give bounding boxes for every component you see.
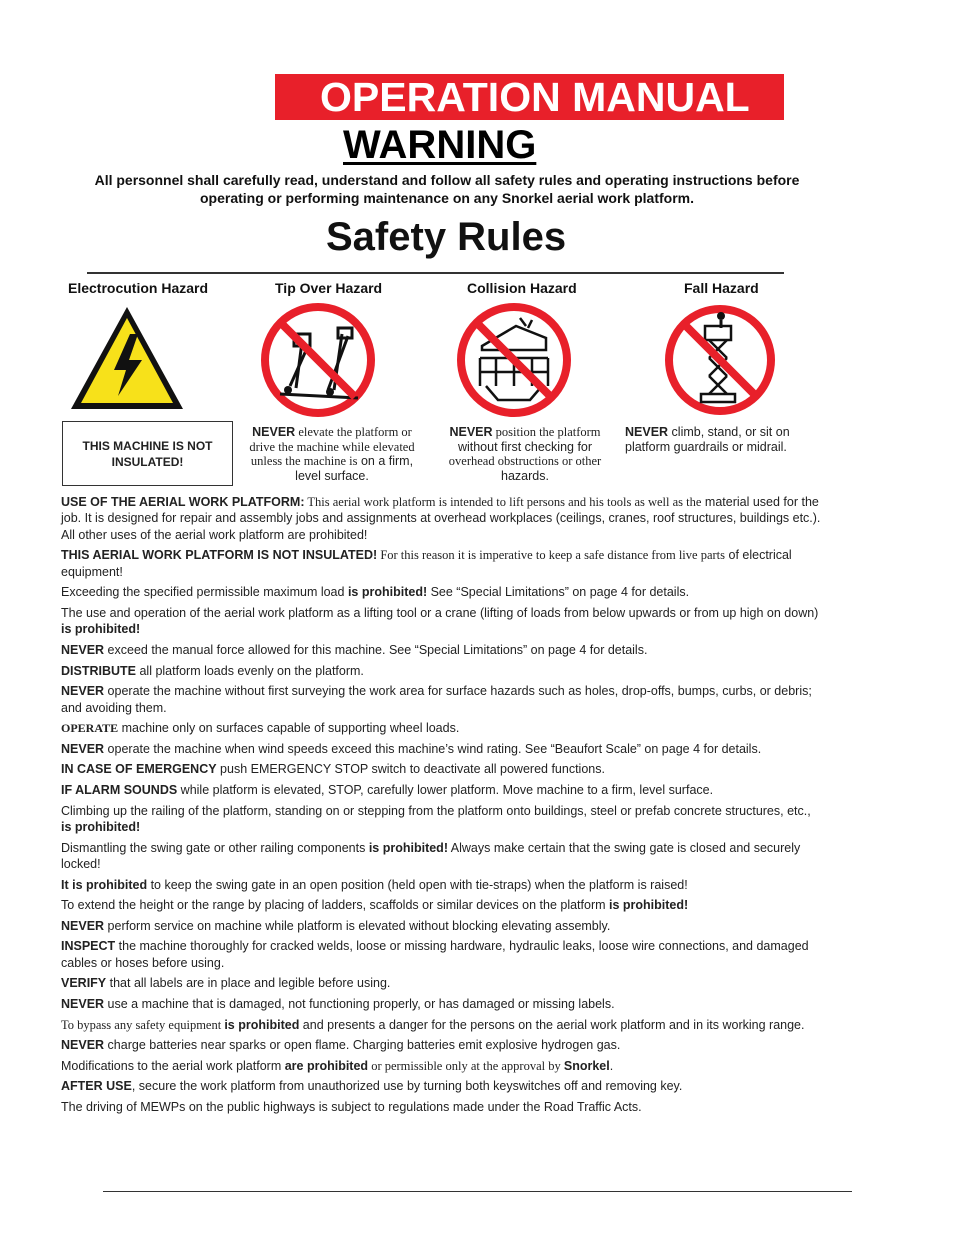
rule-text: . <box>609 1058 614 1073</box>
rule-emphasis: is prohibited! <box>61 622 141 637</box>
rule-item <box>61 1017 821 1033</box>
rule-item <box>61 584 821 600</box>
rule-item <box>61 975 821 991</box>
rule-text: while platform is elevated, STOP, carefully lower platform. Move machine to a firm, level surface. <box>177 782 714 797</box>
rule-text: push EMERGENCY STOP switch to deactivate all powered functions. <box>216 762 605 777</box>
tip-over-description <box>242 425 422 483</box>
collision-text: without first checking for <box>457 439 593 454</box>
rule-text: Always make certain that the swing gate is closed and securely locked! <box>61 840 801 871</box>
divider <box>87 272 784 274</box>
rule-text: perform service on machine while platform is elevated without blocking elevating assembly. <box>104 918 611 933</box>
never-label: NEVER <box>625 425 669 439</box>
rule-text: Dismantling the swing gate or other railing components <box>61 840 369 855</box>
rule-item <box>61 1099 821 1115</box>
collision-description <box>440 425 610 483</box>
rule-item <box>61 1037 821 1053</box>
rule-text: to keep the swing gate in an open position (held open with tie-straps) when the platform is raised! <box>147 877 688 892</box>
hazard-title-fall: Fall Hazard <box>684 280 759 296</box>
rule-item <box>61 938 821 971</box>
rule-text: To bypass any safety equipment <box>61 1017 225 1032</box>
rule-text: Climbing up the railing of the platform, standing on or stepping from the platform onto buildings, steel or prefab concrete structures, etc., <box>61 803 811 818</box>
warning-heading: WARNING <box>343 123 537 167</box>
rule-text: For this reason it is imperative to keep a safe distance from live parts <box>377 548 726 563</box>
rule-text: of electrical equipment! <box>61 548 792 579</box>
never-label: NEVER <box>449 425 493 439</box>
rule-emphasis: is prohibited! <box>61 819 141 834</box>
rule-emphasis: NEVER <box>61 684 105 699</box>
rule-emphasis: THIS AERIAL WORK PLATFORM IS NOT INSULATED! <box>61 548 378 563</box>
rule-emphasis: is prohibited <box>224 1017 300 1032</box>
rule-text: the machine thoroughly for cracked welds, loose or missing hardware, hydraulic leaks, loose wire connections, and damaged cables or hoses before using. <box>61 939 809 970</box>
rule-text: To extend the height or the range by placing of ladders, scaffolds or similar devices on the platform <box>61 898 609 913</box>
rule-text: that all labels are in place and legible before using. <box>106 976 391 991</box>
rule-text: Modifications to the aerial work platform <box>61 1058 285 1073</box>
rule-item <box>61 1058 821 1074</box>
rule-emphasis: OPERATE <box>61 721 119 736</box>
no-climbing-icon <box>665 302 775 418</box>
rule-item <box>61 547 821 580</box>
rule-emphasis: Snorkel <box>563 1058 610 1073</box>
no-tip-over-icon <box>260 302 376 418</box>
rule-text: all platform loads evenly on the platform. <box>136 663 364 678</box>
rule-text: machine only on surfaces capable of supporting wheel loads. <box>118 721 460 736</box>
rule-text: use a machine that is damaged, not functioning properly, or has damaged or missing labels. <box>104 996 615 1011</box>
rule-text: and presents a danger for the persons on the aerial work platform and in its working range. <box>299 1017 805 1032</box>
rule-item <box>61 897 821 913</box>
rule-emphasis: NEVER <box>61 918 105 933</box>
no-collision-icon <box>456 302 572 418</box>
rule-emphasis: DISTRIBUTE <box>61 663 136 678</box>
manual-title: OPERATION MANUAL <box>320 74 750 120</box>
never-label: NEVER <box>252 425 296 439</box>
tip-over-text: on a firm, level surface. <box>295 454 414 483</box>
rule-emphasis: USE OF THE AERIAL WORK PLATFORM: <box>61 495 305 509</box>
electrocution-warning-icon <box>68 304 186 412</box>
rule-emphasis: VERIFY <box>61 976 107 991</box>
rule-emphasis: INSPECT <box>61 939 116 954</box>
rule-item <box>61 877 821 893</box>
rule-item <box>61 918 821 934</box>
tip-over-text: elevate the platform or drive the machine while elevated unless the machine is <box>249 425 415 469</box>
rule-text: This aerial work platform is intended to lift persons and his tools as well as the <box>304 495 702 509</box>
rule-emphasis: AFTER USE <box>61 1079 132 1094</box>
rule-emphasis: is prohibited! <box>368 840 448 855</box>
rule-item <box>61 683 821 716</box>
collision-text: hazards. <box>501 468 549 483</box>
intro-text <box>62 171 832 207</box>
rule-item <box>61 1078 821 1094</box>
rule-item <box>61 996 821 1012</box>
rule-text: The use and operation of the aerial work platform as a lifting tool or a crane (lifting of loads from below upwards or from up high on down) <box>61 606 819 620</box>
rule-item <box>61 761 821 777</box>
not-insulated-box <box>62 421 233 486</box>
rule-item <box>61 663 821 679</box>
rule-emphasis: IN CASE OF EMERGENCY <box>61 762 217 777</box>
rule-emphasis: NEVER <box>61 643 105 657</box>
rule-text: Exceeding the specified permissible maximum load <box>61 585 348 600</box>
hazard-title-electrocution: Electrocution Hazard <box>68 280 209 296</box>
hazard-title-tip-over: Tip Over Hazard <box>275 280 383 296</box>
rule-text: The driving of MEWPs on the public highways is subject to regulations made under the Road Traffic Acts. <box>61 1099 642 1114</box>
rule-emphasis: IF ALARM SOUNDS <box>61 782 178 797</box>
section-title: Safety Rules <box>326 215 567 259</box>
rule-emphasis: is prohibited! <box>609 898 689 913</box>
rule-item <box>61 803 821 836</box>
fall-description <box>625 425 810 454</box>
rules-list <box>61 494 821 1120</box>
rule-item <box>61 605 821 638</box>
fall-text: climb, stand, or sit on platform guardrails or midrail. <box>625 425 790 454</box>
collision-text: overhead obstructions or other <box>448 454 602 469</box>
rule-item <box>61 840 821 873</box>
hazard-title-collision: Collision Hazard <box>467 280 577 296</box>
rule-item <box>61 741 821 757</box>
footer-divider <box>103 1191 852 1192</box>
rule-text: material used for the job. It is designed for repair and assembly jobs and assignments at overhead workplaces (ceilings, cranes, roof structures, buildings etc.). All other uses of the aerial work platform are prohibited! <box>61 495 821 542</box>
rule-item <box>61 720 821 736</box>
collision-text: position the platform <box>492 425 601 439</box>
rule-text: charge batteries near sparks or open flame. Charging batteries emit explosive hydrogen gas. <box>104 1038 621 1053</box>
rule-text: See “Special Limitations” on page 4 for details. <box>427 585 690 600</box>
rule-text: operate the machine when wind speeds exceed this machine’s wind rating. See “Beaufort Scale” on page 4 for details. <box>104 741 762 756</box>
rule-item <box>61 494 821 543</box>
rule-text: exceed the manual force allowed for this machine. See “Special Limitations” on page 4 for details. <box>104 643 648 657</box>
rule-text: , secure the work platform from unauthorized use by turning both keyswitches off and removing key. <box>131 1079 683 1094</box>
rule-emphasis: It is prohibited <box>61 877 148 892</box>
rule-emphasis: are prohibited <box>284 1058 369 1073</box>
rule-text: operate the machine without first surveying the work area for surface hazards such as holes, drop-offs, bumps, curbs, or debris; and avoiding them. <box>61 684 812 715</box>
not-insulated-text: THIS MACHINE IS NOT INSULATED! <box>82 438 213 469</box>
intro-line: All personnel shall carefully read, understand and follow all safety rules and operating instructions before <box>94 172 800 188</box>
rule-emphasis: is prohibited! <box>347 585 428 600</box>
rule-item <box>61 782 821 798</box>
rule-emphasis: NEVER <box>61 996 105 1011</box>
rule-text: or permissible only at the approval by <box>368 1058 564 1073</box>
rule-item <box>61 642 821 658</box>
intro-line: operating or performing maintenance on any Snorkel aerial work platform. <box>200 190 694 206</box>
rule-emphasis: NEVER <box>61 1038 105 1053</box>
rule-emphasis: NEVER <box>61 741 105 756</box>
